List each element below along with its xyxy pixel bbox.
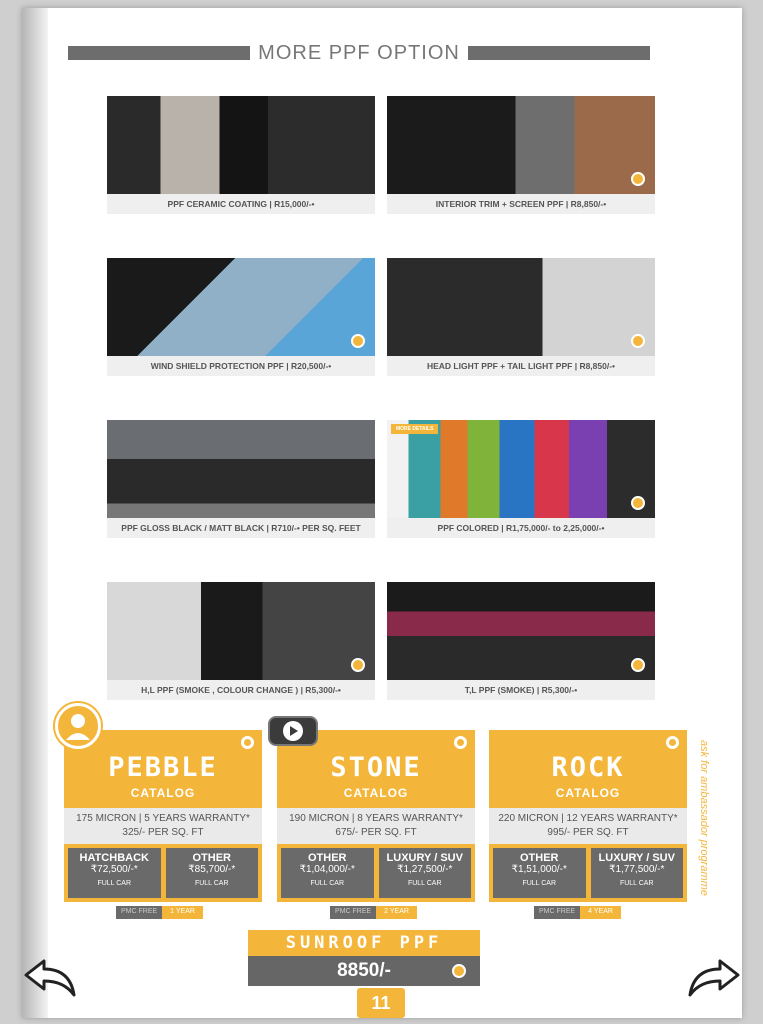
headlight-photo <box>387 258 655 356</box>
package-stone[interactable] <box>277 730 475 902</box>
option-caption: HEAD LIGHT PPF + TAIL LIGHT PPF | R8,850/-• <box>387 356 655 376</box>
black-car-photo <box>107 420 375 518</box>
more-details-badge[interactable]: MORE DETAILS <box>391 424 438 434</box>
package-spec: 220 MICRON | 12 YEARS WARRANTY* 995/- PER SQ. FT <box>489 808 687 844</box>
sunroof-ppf-offer[interactable] <box>248 930 480 990</box>
package-rock[interactable] <box>489 730 687 902</box>
circle-icon <box>666 736 679 749</box>
option-caption: PPF COLORED | R1,75,000/- to 2,25,000/-• <box>387 518 655 538</box>
catalog-label: CATALOG <box>555 786 621 800</box>
package-name: ROCK <box>551 752 625 783</box>
page-spine <box>22 8 48 1018</box>
ceramic-coating-photo <box>107 96 375 194</box>
option-card-gloss-black[interactable] <box>107 420 375 538</box>
price-option[interactable]: OTHER ₹1,04,000/-* FULL CAR <box>281 848 374 898</box>
colored-car-photo <box>387 420 655 518</box>
pmc-tag: PMC FREE 1 YEAR <box>116 906 203 919</box>
option-caption: PPF GLOSS BLACK / MATT BLACK | R710/-• PER SQ. FEET <box>107 518 375 538</box>
select-dot-icon[interactable] <box>351 334 365 348</box>
pmc-tag: PMC FREE 2 YEAR <box>330 906 417 919</box>
option-caption: H,L PPF (SMOKE , COLOUR CHANGE ) | R5,300/-• <box>107 680 375 700</box>
option-card-tl-smoke[interactable] <box>387 582 655 700</box>
package-name: STONE <box>330 752 422 783</box>
page-number: 11 <box>357 988 405 1018</box>
price-option[interactable]: LUXURY / SUV ₹1,27,500/-* FULL CAR <box>379 848 472 898</box>
select-dot-icon[interactable] <box>452 964 466 978</box>
sunroof-title: SUNROOF PPF <box>248 930 480 956</box>
ambassador-note: ask for ambassador programme <box>698 740 710 896</box>
price-option[interactable]: OTHER ₹85,700/-* FULL CAR <box>166 848 259 898</box>
option-card-colored[interactable] <box>387 420 655 538</box>
play-video-icon[interactable] <box>268 716 318 746</box>
select-dot-icon[interactable] <box>631 496 645 510</box>
section-title: MORE PPF OPTION <box>258 41 460 64</box>
select-dot-icon[interactable] <box>631 658 645 672</box>
option-card-ceramic[interactable] <box>107 96 375 214</box>
interior-trim-photo <box>387 96 655 194</box>
package-name: PEBBLE <box>108 752 218 783</box>
sunroof-price: 8850/- <box>337 960 391 981</box>
pmc-tag: PMC FREE 4 YEAR <box>534 906 621 919</box>
option-caption: PPF CERAMIC COATING | R15,000/-• <box>107 194 375 214</box>
avatar-icon[interactable] <box>55 703 101 749</box>
circle-icon <box>241 736 254 749</box>
windshield-photo <box>107 258 375 356</box>
circle-icon <box>454 736 467 749</box>
headlight-smoke-photo <box>107 582 375 680</box>
price-option[interactable]: LUXURY / SUV ₹1,77,500/-* FULL CAR <box>591 848 684 898</box>
forward-arrow-icon[interactable] <box>686 955 742 999</box>
option-card-headlight[interactable] <box>387 258 655 376</box>
catalog-label: CATALOG <box>343 786 409 800</box>
select-dot-icon[interactable] <box>631 172 645 186</box>
package-spec: 175 MICRON | 5 YEARS WARRANTY* 325/- PER SQ. FT <box>64 808 262 844</box>
option-caption: T,L PPF (SMOKE) | R5,300/-• <box>387 680 655 700</box>
section-header <box>68 40 650 66</box>
package-spec: 190 MICRON | 8 YEARS WARRANTY* 675/- PER SQ. FT <box>277 808 475 844</box>
option-card-hl-smoke[interactable] <box>107 582 375 700</box>
price-option[interactable]: HATCHBACK ₹72,500/-* FULL CAR <box>68 848 161 898</box>
catalog-label: CATALOG <box>130 786 196 800</box>
select-dot-icon[interactable] <box>351 658 365 672</box>
option-caption: INTERIOR TRIM + SCREEN PPF | R8,850/-• <box>387 194 655 214</box>
back-arrow-icon[interactable] <box>22 955 78 999</box>
select-dot-icon[interactable] <box>631 334 645 348</box>
option-card-windshield[interactable] <box>107 258 375 376</box>
package-pebble[interactable] <box>64 730 262 902</box>
option-caption: WIND SHIELD PROTECTION PPF | R20,500/-• <box>107 356 375 376</box>
taillight-smoke-photo <box>387 582 655 680</box>
price-option[interactable]: OTHER ₹1,51,000/-* FULL CAR <box>493 848 586 898</box>
option-card-interior[interactable] <box>387 96 655 214</box>
